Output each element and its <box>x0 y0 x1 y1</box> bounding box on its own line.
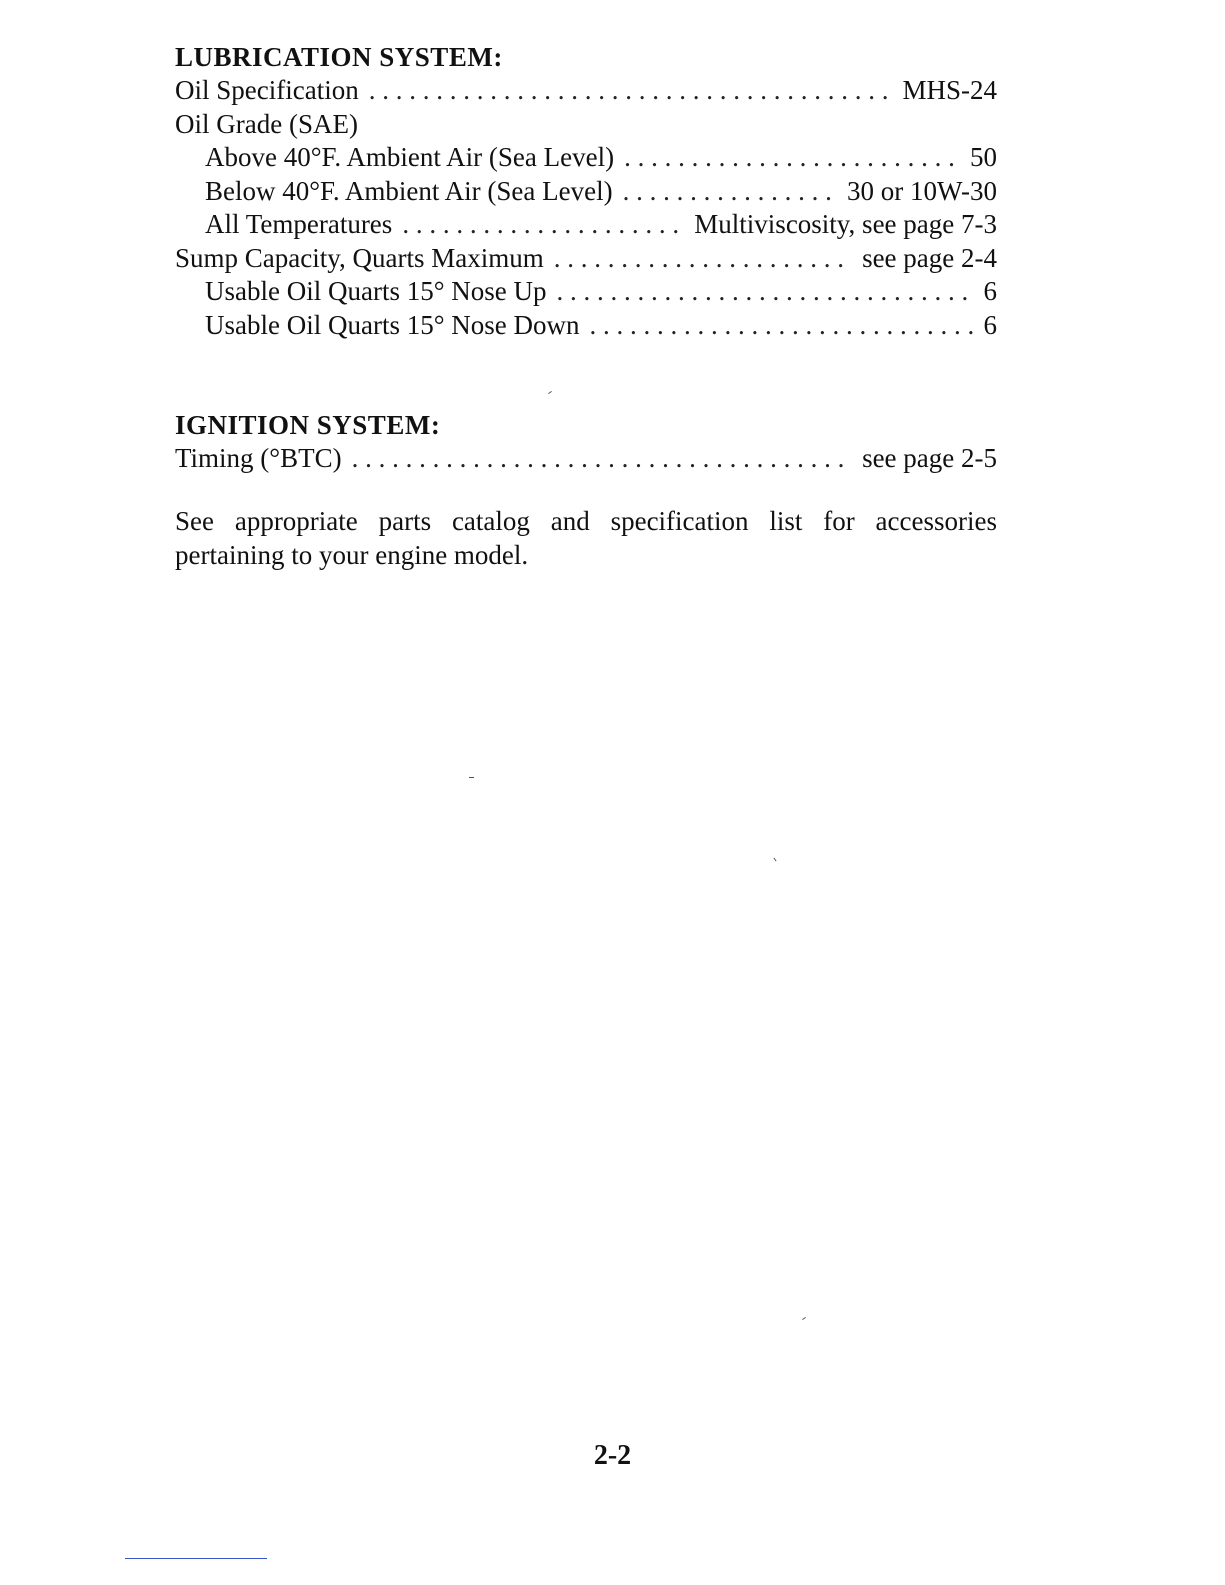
nose-up-row <box>175 275 997 309</box>
scan-speck <box>773 858 776 862</box>
footer-rule <box>125 1558 267 1559</box>
oil-grade-row <box>175 108 997 142</box>
nose-up-value: 6 <box>983 276 997 306</box>
all-temps-label: All Temperatures <box>205 209 393 239</box>
dot-leader <box>557 275 974 309</box>
accessories-note: See appropriate parts catalog and specification list for accessories pertaining to your engine model. <box>175 505 997 570</box>
spec-page <box>175 40 997 599</box>
above-40-row <box>175 141 997 175</box>
below-40-label: Below 40°F. Ambient Air (Sea Level) <box>205 175 613 206</box>
section-spacer <box>175 342 997 408</box>
dot-leader <box>402 208 684 242</box>
sump-label: Sump Capacity, Quarts Maximum <box>175 242 544 273</box>
dot-leader <box>352 442 852 476</box>
sump-value: see page 2-4 <box>862 242 997 273</box>
below-40-value: 30 or 10W-30 <box>847 175 997 206</box>
lubrication-heading: LUBRICATION SYSTEM: <box>175 42 503 72</box>
timing-row <box>175 442 997 476</box>
dot-leader <box>624 141 960 175</box>
scan-speck <box>469 777 474 778</box>
oil-spec-label: Oil Specification <box>175 75 359 105</box>
all-temps-value: Multiviscosity, see page 7-3 <box>694 209 997 239</box>
scan-speck <box>802 1317 806 1320</box>
ignition-heading: IGNITION SYSTEM: <box>175 410 441 440</box>
oil-spec-row <box>175 74 997 108</box>
timing-label: Timing (°BTC) <box>175 443 342 473</box>
below-40-row <box>175 175 997 209</box>
oil-grade-label: Oil Grade (SAE) <box>175 108 358 139</box>
dot-leader <box>554 242 852 276</box>
nose-up-label: Usable Oil Quarts 15° Nose Up <box>205 276 547 306</box>
nose-down-label: Usable Oil Quarts 15° Nose Down <box>205 309 580 340</box>
oil-spec-value: MHS-24 <box>902 75 997 105</box>
nose-down-value: 6 <box>983 309 997 340</box>
nose-down-row <box>175 309 997 343</box>
dot-leader <box>590 309 974 343</box>
above-40-label: Above 40°F. Ambient Air (Sea Level) <box>205 142 615 172</box>
dot-leader <box>369 74 893 108</box>
timing-value: see page 2-5 <box>862 443 997 473</box>
sump-row <box>175 242 997 276</box>
above-40-value: 50 <box>970 142 997 172</box>
all-temps-row <box>175 208 997 242</box>
dot-leader <box>623 175 837 209</box>
page-number: 2-2 <box>593 1440 632 1471</box>
